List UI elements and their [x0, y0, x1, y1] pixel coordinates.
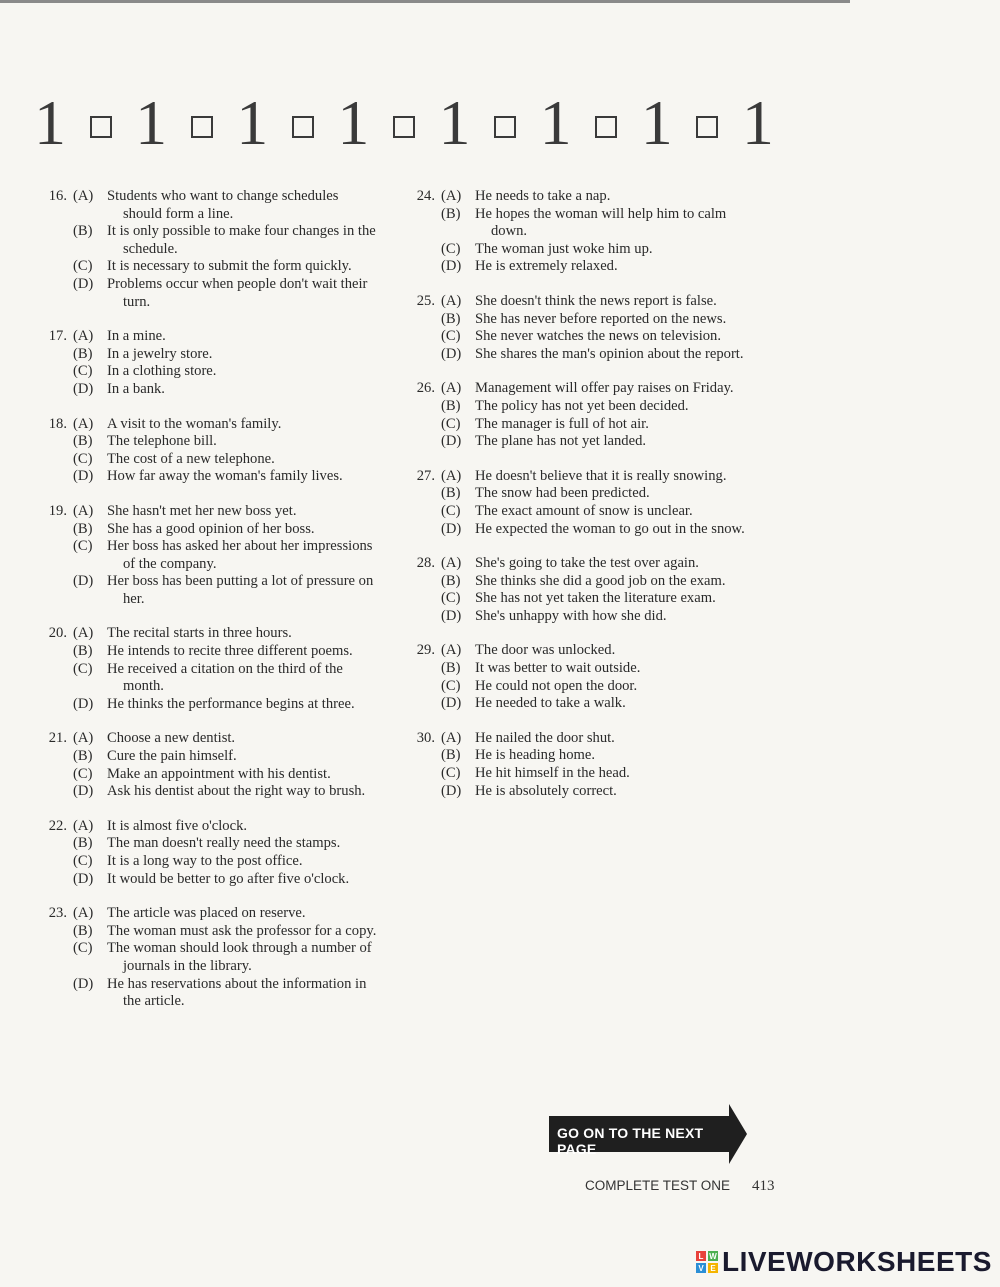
- option-text: Her boss has been putting a lot of pressure on her.: [107, 573, 374, 607]
- question-21: [38, 730, 378, 800]
- question-number: 25.: [416, 292, 435, 309]
- option-text: It is a long way to the post office.: [107, 853, 303, 869]
- option-text: He doesn't believe that it is really snowing.: [475, 467, 727, 484]
- banner-digit: 1: [337, 87, 370, 158]
- answer-option[interactable]: [38, 835, 378, 853]
- option-text: She has not yet taken the literature exam.: [475, 590, 716, 607]
- option-text: Choose a new dentist.: [107, 730, 236, 747]
- option-letter: (C): [73, 765, 93, 782]
- option-letter: (D): [441, 345, 462, 362]
- question-number: 21.: [48, 730, 67, 747]
- answer-option[interactable]: [38, 783, 378, 801]
- answer-option[interactable]: [38, 363, 378, 381]
- option-letter: (D): [73, 695, 94, 712]
- question-number: [38, 346, 73, 364]
- section-banner: [34, 88, 774, 158]
- option-text: Ask his dentist about the right way to brush.: [107, 783, 366, 800]
- question-number: [38, 538, 73, 573]
- option-text: In a clothing store.: [107, 363, 217, 380]
- question-number: [38, 923, 73, 941]
- option-text: Management will offer pay raises on Friday.: [475, 380, 734, 397]
- option-text: The manager is full of hot air.: [475, 415, 649, 432]
- question-24: [406, 188, 746, 276]
- option-text: The cost of a new telephone.: [107, 450, 275, 467]
- question-number: [38, 766, 73, 784]
- question-number: [406, 783, 441, 801]
- option-letter: (C): [441, 415, 461, 432]
- option-text: He is extremely relaxed.: [475, 258, 618, 275]
- answer-option[interactable]: [38, 223, 378, 258]
- option-letter: (A): [441, 188, 462, 204]
- answer-option[interactable]: [406, 521, 746, 539]
- logo-tile: L: [696, 1251, 706, 1261]
- option-letter: (C): [73, 363, 93, 380]
- answer-option[interactable]: [406, 188, 746, 206]
- option-letter: (B): [73, 643, 93, 660]
- answer-option[interactable]: [38, 451, 378, 469]
- answer-option[interactable]: [406, 678, 746, 696]
- option-letter: (B): [441, 205, 461, 222]
- answer-option[interactable]: [38, 625, 378, 643]
- option-text: Cure the pain himself.: [107, 748, 237, 765]
- option-letter: (B): [441, 485, 461, 502]
- question-number: [38, 976, 73, 1011]
- option-text: It is only possible to make four changes in the schedule.: [107, 223, 376, 257]
- option-text: She thinks she did a good job on the exam.: [475, 572, 726, 589]
- option-letter: (B): [73, 748, 93, 765]
- banner-box-icon: [494, 116, 516, 138]
- answer-option[interactable]: [38, 276, 378, 311]
- option-letter: (D): [73, 975, 94, 992]
- option-text: She's going to take the test over again.: [475, 555, 699, 572]
- option-text: He hopes the woman will help him to calm down.: [475, 205, 727, 240]
- answer-option[interactable]: [38, 905, 378, 923]
- question-number: [406, 765, 441, 783]
- question-number: [406, 206, 441, 241]
- question-number: [406, 573, 441, 591]
- question-20: [38, 625, 378, 713]
- option-letter: (A): [441, 555, 462, 572]
- option-letter: (B): [73, 520, 93, 537]
- question-26: [406, 380, 746, 450]
- answer-option[interactable]: [406, 695, 746, 713]
- answer-option[interactable]: [38, 503, 378, 521]
- question-number: 24.: [416, 188, 435, 204]
- question-number: [38, 573, 73, 608]
- answer-option[interactable]: [38, 696, 378, 714]
- option-letter: (A): [73, 415, 94, 432]
- banner-box-icon: [393, 116, 415, 138]
- option-letter: (B): [73, 922, 93, 939]
- answer-option[interactable]: [38, 521, 378, 539]
- answer-option[interactable]: [38, 188, 378, 223]
- option-text: He needs to take a nap.: [475, 188, 611, 204]
- option-letter: (C): [73, 940, 93, 957]
- answer-option[interactable]: [406, 206, 746, 241]
- answer-option[interactable]: [38, 573, 378, 608]
- option-text: The door was unlocked.: [475, 642, 616, 659]
- answer-option[interactable]: [406, 258, 746, 276]
- option-text: It is necessary to submit the form quickly.: [107, 258, 352, 275]
- option-text: Students who want to change schedules should form a line.: [107, 188, 339, 222]
- question-number: 26.: [416, 380, 435, 397]
- question-number: [38, 748, 73, 766]
- option-letter: (D): [441, 782, 462, 799]
- option-letter: (B): [73, 223, 93, 240]
- banner-box-icon: [696, 116, 718, 138]
- question-23: [38, 905, 378, 1011]
- question-number: [38, 451, 73, 469]
- banner-box-icon: [292, 116, 314, 138]
- answer-option[interactable]: [38, 871, 378, 889]
- option-text: In a bank.: [107, 380, 165, 397]
- option-letter: (A): [73, 502, 94, 519]
- option-letter: (D): [441, 607, 462, 624]
- option-letter: (D): [441, 258, 462, 275]
- option-letter: (C): [441, 240, 461, 257]
- option-text: The telephone bill.: [107, 433, 217, 450]
- option-letter: (A): [441, 292, 462, 309]
- answer-option[interactable]: [406, 241, 746, 259]
- option-letter: (A): [441, 729, 462, 746]
- question-25: [406, 293, 746, 363]
- question-number: 16.: [48, 188, 67, 204]
- option-letter: (D): [441, 695, 462, 712]
- option-letter: (D): [441, 433, 462, 450]
- option-letter: (C): [441, 502, 461, 519]
- question-number: [38, 696, 73, 714]
- banner-box-icon: [595, 116, 617, 138]
- option-text: He hit himself in the head.: [475, 765, 630, 782]
- question-18: [38, 416, 378, 486]
- question-number: 22.: [48, 817, 67, 834]
- answer-option[interactable]: [406, 416, 746, 434]
- option-text: How far away the woman's family lives.: [107, 468, 343, 485]
- answer-option[interactable]: [38, 853, 378, 871]
- answer-option[interactable]: [406, 573, 746, 591]
- option-letter: (C): [73, 853, 93, 869]
- answer-option[interactable]: [38, 258, 378, 276]
- question-number: [406, 747, 441, 765]
- option-letter: (C): [73, 450, 93, 467]
- option-text: She shares the man's opinion about the report.: [475, 345, 744, 362]
- question-number: 20.: [48, 625, 67, 642]
- answer-option[interactable]: [406, 660, 746, 678]
- answer-option[interactable]: [406, 311, 746, 329]
- option-text: He expected the woman to go out in the snow.: [475, 520, 745, 537]
- option-text: He received a citation on the third of the month.: [107, 660, 343, 695]
- option-text: He thinks the performance begins at three.: [107, 695, 355, 712]
- answer-option[interactable]: [38, 346, 378, 364]
- option-text: The recital starts in three hours.: [107, 625, 292, 642]
- option-letter: (D): [73, 573, 94, 590]
- question-number: [406, 311, 441, 329]
- question-number: [38, 643, 73, 661]
- answer-option[interactable]: [406, 433, 746, 451]
- question-number: [38, 258, 73, 276]
- banner-digit: 1: [135, 87, 168, 158]
- question-number: 18.: [48, 415, 67, 432]
- question-number: [406, 521, 441, 539]
- questions-column-left: [38, 188, 378, 1028]
- question-number: [406, 485, 441, 503]
- answer-option[interactable]: [406, 747, 746, 765]
- option-text: The woman should look through a number of journals in the library.: [107, 940, 372, 974]
- option-text: Make an appointment with his dentist.: [107, 765, 331, 782]
- question-number: [406, 416, 441, 434]
- answer-option[interactable]: [406, 608, 746, 626]
- option-letter: (D): [73, 870, 94, 887]
- option-text: The woman must ask the professor for a copy.: [107, 922, 377, 939]
- answer-option[interactable]: [38, 643, 378, 661]
- liveworksheets-logo: [696, 1245, 992, 1279]
- option-text: She has never before reported on the news.: [475, 310, 727, 327]
- option-text: A visit to the woman's family.: [107, 415, 282, 432]
- answer-option[interactable]: [406, 642, 746, 660]
- question-number: [406, 608, 441, 626]
- option-letter: (A): [73, 905, 94, 922]
- liveworksheets-logo-text: LIVEWORKSHEETS: [722, 1246, 992, 1277]
- banner-box-icon: [191, 116, 213, 138]
- banner-digit: 1: [640, 87, 673, 158]
- option-letter: (B): [441, 572, 461, 589]
- question-number: [38, 661, 73, 696]
- question-number: [38, 940, 73, 975]
- option-text: She hasn't met her new boss yet.: [107, 502, 297, 519]
- question-17: [38, 328, 378, 398]
- answer-option[interactable]: [38, 818, 378, 836]
- answer-option[interactable]: [38, 328, 378, 346]
- liveworksheets-logo-icon: [696, 1251, 718, 1273]
- question-number: 30.: [416, 729, 435, 746]
- option-text: She has a good opinion of her boss.: [107, 520, 315, 537]
- question-number: [38, 835, 73, 853]
- question-29: [406, 642, 746, 712]
- page-number: 413: [752, 1178, 775, 1194]
- option-letter: (D): [73, 468, 94, 485]
- answer-option[interactable]: [38, 416, 378, 434]
- answer-option[interactable]: [406, 398, 746, 416]
- question-number: [38, 521, 73, 539]
- answer-option[interactable]: [38, 538, 378, 573]
- question-number: 27.: [416, 467, 435, 484]
- question-28: [406, 555, 746, 625]
- answer-option[interactable]: [406, 346, 746, 364]
- question-number: [406, 258, 441, 276]
- option-letter: (A): [73, 817, 94, 834]
- banner-box-icon: [90, 116, 112, 138]
- answer-option[interactable]: [38, 661, 378, 696]
- option-letter: (D): [73, 783, 94, 800]
- option-text: The policy has not yet been decided.: [475, 397, 689, 414]
- answer-option[interactable]: [406, 468, 746, 486]
- question-number: [406, 398, 441, 416]
- option-letter: (C): [441, 328, 461, 345]
- option-text: Problems occur when people don't wait their turn.: [107, 275, 368, 310]
- question-number: [406, 328, 441, 346]
- option-text: He is heading home.: [475, 747, 595, 764]
- option-text: She doesn't think the news report is false.: [475, 292, 717, 309]
- logo-tile: E: [708, 1263, 718, 1273]
- option-letter: (C): [73, 258, 93, 275]
- logo-tile: V: [696, 1263, 706, 1273]
- question-number: [38, 276, 73, 311]
- option-text: She's unhappy with how she did.: [475, 607, 667, 624]
- option-letter: (B): [441, 660, 461, 677]
- question-number: [38, 363, 73, 381]
- option-letter: (B): [73, 345, 93, 362]
- answer-option[interactable]: [406, 328, 746, 346]
- answer-option[interactable]: [38, 940, 378, 975]
- option-text: The snow had been predicted.: [475, 485, 650, 502]
- answer-option[interactable]: [406, 380, 746, 398]
- option-letter: (C): [441, 765, 461, 782]
- answer-option[interactable]: [38, 433, 378, 451]
- top-rule: [0, 0, 850, 3]
- answer-option[interactable]: [406, 730, 746, 748]
- answer-option[interactable]: [38, 381, 378, 399]
- footer-title: COMPLETE TEST ONE: [585, 1178, 731, 1193]
- option-text: In a jewelry store.: [107, 345, 213, 362]
- option-text: In a mine.: [107, 328, 166, 345]
- answer-option[interactable]: [38, 923, 378, 941]
- option-text: He nailed the door shut.: [475, 729, 615, 746]
- banner-digit: 1: [236, 87, 269, 158]
- option-text: The article was placed on reserve.: [107, 905, 306, 922]
- option-text: He could not open the door.: [475, 677, 638, 694]
- next-page-button[interactable]: [549, 1104, 749, 1164]
- question-number: 28.: [416, 555, 435, 572]
- question-number: [406, 678, 441, 696]
- option-text: The woman just woke him up.: [475, 240, 653, 257]
- option-letter: (D): [441, 520, 462, 537]
- logo-tile: W: [709, 1251, 717, 1261]
- option-text: The man doesn't really need the stamps.: [107, 835, 341, 852]
- option-letter: (A): [441, 642, 462, 659]
- question-number: [38, 381, 73, 399]
- option-text: It is almost five o'clock.: [107, 817, 248, 834]
- option-letter: (C): [441, 677, 461, 694]
- option-letter: (A): [441, 467, 462, 484]
- next-page-label: GO ON TO THE NEXT PAGE: [557, 1125, 704, 1157]
- question-number: 19.: [48, 502, 67, 519]
- option-text: He intends to recite three different poems.: [107, 643, 353, 660]
- option-text: The plane has not yet landed.: [475, 433, 647, 450]
- option-letter: (A): [73, 188, 94, 204]
- option-text: The exact amount of snow is unclear.: [475, 502, 693, 519]
- answer-option[interactable]: [406, 783, 746, 801]
- answer-option[interactable]: [38, 976, 378, 1011]
- option-text: He has reservations about the information in the article.: [107, 975, 367, 1010]
- answer-option[interactable]: [38, 468, 378, 486]
- question-number: [38, 223, 73, 258]
- banner-digit: 1: [34, 87, 66, 158]
- question-number: 17.: [48, 328, 67, 345]
- questions-column-right: [406, 188, 746, 817]
- option-letter: (A): [73, 625, 94, 642]
- option-letter: (B): [441, 747, 461, 764]
- option-letter: (B): [73, 433, 93, 450]
- option-letter: (A): [73, 328, 94, 345]
- option-text: It was better to wait outside.: [475, 660, 641, 677]
- banner-digit: 1: [741, 87, 774, 158]
- question-16: [38, 188, 378, 311]
- option-text: He needed to take a walk.: [475, 695, 626, 712]
- question-number: 23.: [48, 905, 67, 922]
- question-number: [406, 433, 441, 451]
- question-number: [38, 433, 73, 451]
- question-30: [406, 730, 746, 800]
- answer-option[interactable]: [406, 555, 746, 573]
- page-footer: [585, 1178, 775, 1195]
- question-number: 29.: [416, 642, 435, 659]
- option-text: She never watches the news on television.: [475, 328, 721, 345]
- question-27: [406, 468, 746, 538]
- question-number: [38, 783, 73, 801]
- answer-option[interactable]: [406, 485, 746, 503]
- option-letter: (D): [73, 380, 94, 397]
- banner-digit: 1: [438, 87, 471, 158]
- answer-option[interactable]: [406, 503, 746, 521]
- option-text: It would be better to go after five o'clock.: [107, 870, 350, 887]
- option-letter: (C): [441, 590, 461, 607]
- option-letter: (B): [73, 835, 93, 852]
- question-number: [406, 241, 441, 259]
- option-letter: (A): [441, 380, 462, 397]
- answer-option[interactable]: [38, 748, 378, 766]
- option-letter: (C): [73, 538, 93, 555]
- question-number: [406, 503, 441, 521]
- option-text: Her boss has asked her about her impressions of the company.: [107, 538, 373, 572]
- option-letter: (B): [441, 310, 461, 327]
- answer-option[interactable]: [38, 730, 378, 748]
- answer-option[interactable]: [406, 293, 746, 311]
- option-letter: (C): [73, 660, 93, 677]
- question-number: [406, 695, 441, 713]
- question-22: [38, 818, 378, 888]
- option-letter: (A): [73, 730, 94, 747]
- answer-option[interactable]: [38, 766, 378, 784]
- option-letter: (D): [73, 275, 94, 292]
- question-number: [406, 660, 441, 678]
- answer-option[interactable]: [406, 765, 746, 783]
- question-number: [406, 346, 441, 364]
- question-number: [38, 853, 73, 871]
- question-19: [38, 503, 378, 609]
- answer-option[interactable]: [406, 590, 746, 608]
- question-number: [38, 871, 73, 889]
- option-letter: (B): [441, 397, 461, 414]
- question-number: [406, 590, 441, 608]
- question-number: [38, 468, 73, 486]
- option-text: He is absolutely correct.: [475, 782, 617, 799]
- banner-digit: 1: [539, 87, 572, 158]
